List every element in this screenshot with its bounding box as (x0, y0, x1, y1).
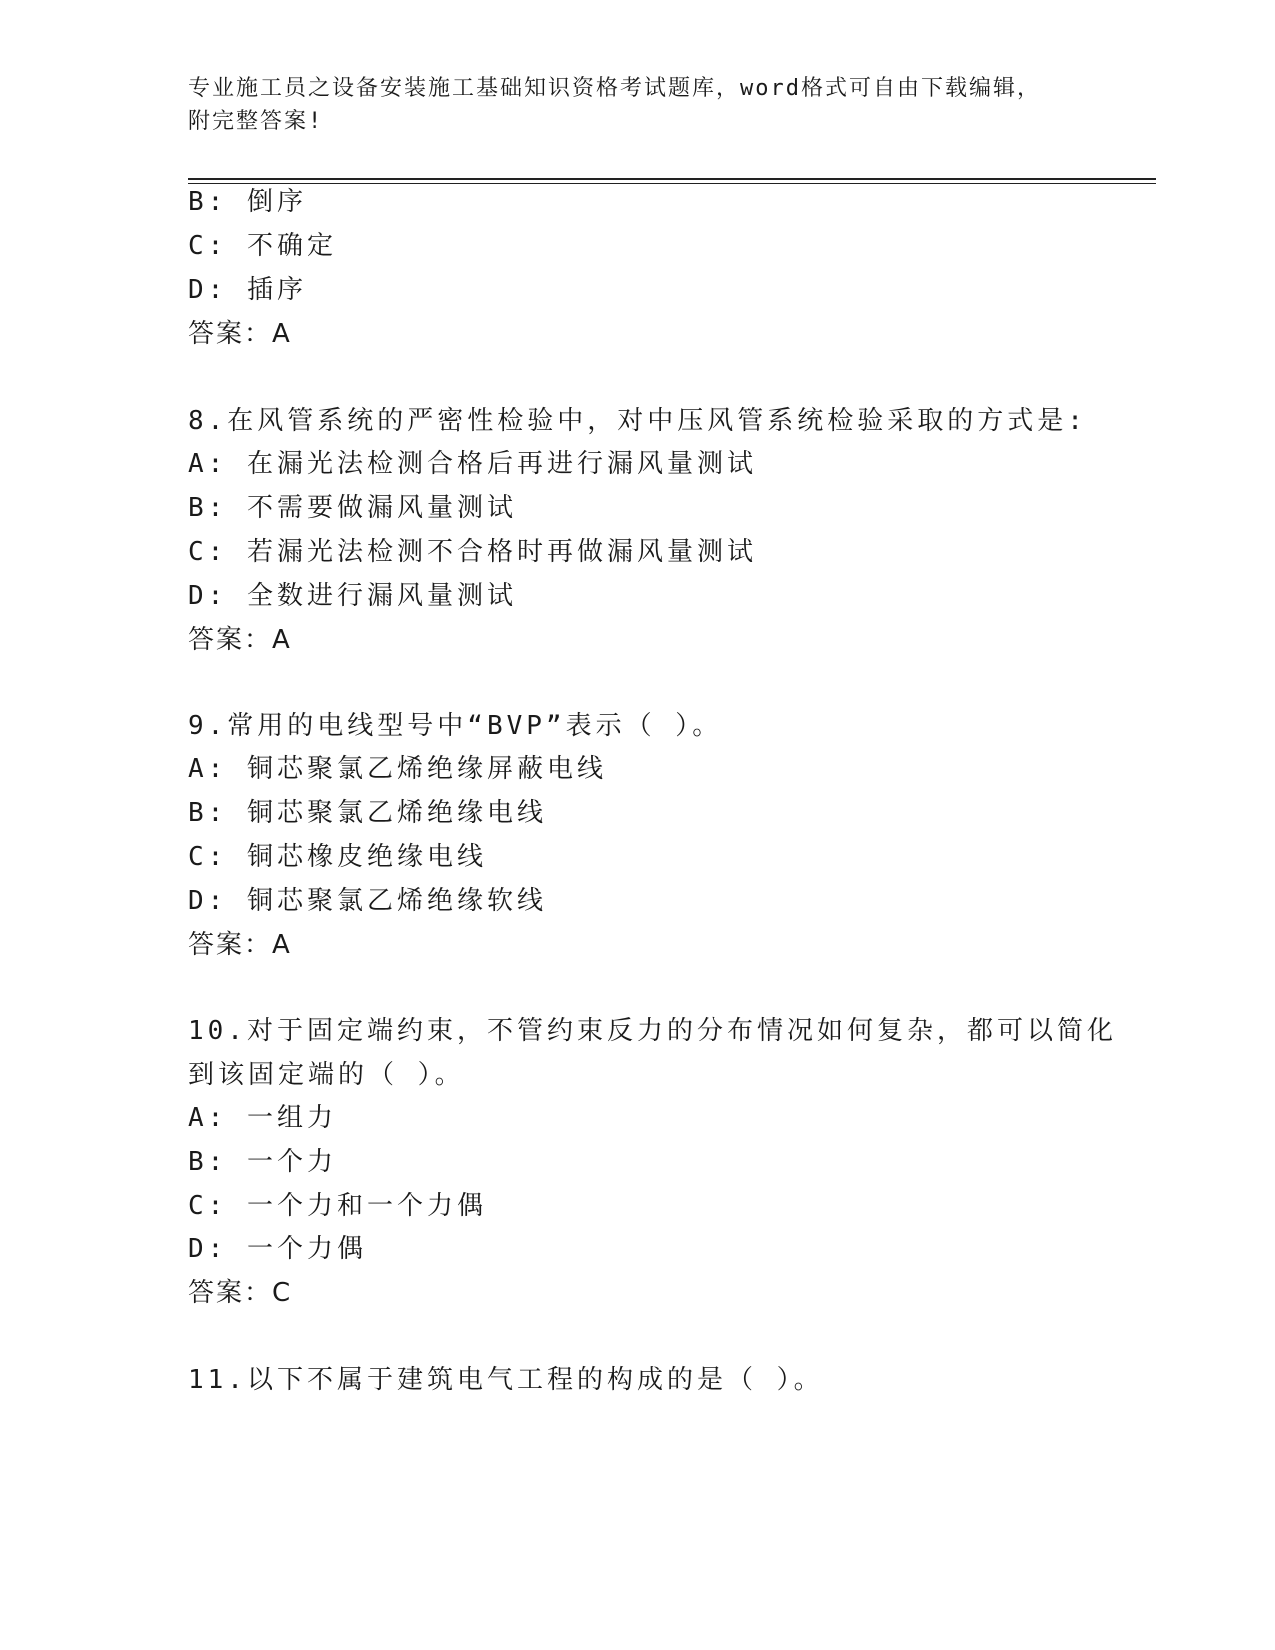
q7-answer: 答案：A (188, 319, 292, 349)
header-divider-thin (188, 183, 1156, 184)
q7-option-b: B: 倒序 (188, 187, 307, 217)
q10-stem-line-2: 到该固定端的（ ）。 (188, 1060, 465, 1090)
q10-option-d: D: 一个力偶 (188, 1234, 367, 1264)
header-line-1: 专业施工员之设备安装施工基础知识资格考试题库，word格式可自由下载编辑， (188, 76, 1041, 101)
q8-stem: 8.在风管系统的严密性检验中，对中压风管系统检验采取的方式是: (188, 406, 1087, 436)
q8-option-c: C: 若漏光法检测不合格时再做漏风量测试 (188, 537, 757, 567)
q10-option-b: B: 一个力 (188, 1147, 337, 1177)
q10-answer: 答案：C (188, 1278, 293, 1308)
q8-option-d: D: 全数进行漏风量测试 (188, 581, 517, 611)
q10-option-c: C: 一个力和一个力偶 (188, 1191, 487, 1221)
q9-option-c: C: 铜芯橡皮绝缘电线 (188, 842, 487, 872)
header-line-2: 附完整答案! (188, 109, 324, 134)
q7-option-c: C: 不确定 (188, 231, 337, 261)
q7-option-d: D: 插序 (188, 275, 307, 305)
q8-option-b: B: 不需要做漏风量测试 (188, 493, 517, 523)
q9-stem: 9.常用的电线型号中“BVP”表示（ ）。 (188, 711, 723, 741)
q11-stem: 11.以下不属于建筑电气工程的构成的是（ ）。 (188, 1365, 824, 1395)
q9-option-a: A: 铜芯聚氯乙烯绝缘屏蔽电线 (188, 754, 607, 784)
q9-option-b: B: 铜芯聚氯乙烯绝缘电线 (188, 798, 547, 828)
q10-option-a: A: 一组力 (188, 1103, 337, 1133)
q8-answer: 答案：A (188, 625, 292, 655)
q10-stem-line-1: 10.对于固定端约束，不管约束反力的分布情况如何复杂，都可以简化 (188, 1016, 1117, 1046)
page-header (188, 72, 1088, 138)
q9-option-d: D: 铜芯聚氯乙烯绝缘软线 (188, 886, 547, 916)
header-divider-thick (188, 178, 1156, 180)
q8-option-a: A: 在漏光法检测合格后再进行漏风量测试 (188, 449, 757, 479)
q9-answer: 答案：A (188, 930, 292, 960)
